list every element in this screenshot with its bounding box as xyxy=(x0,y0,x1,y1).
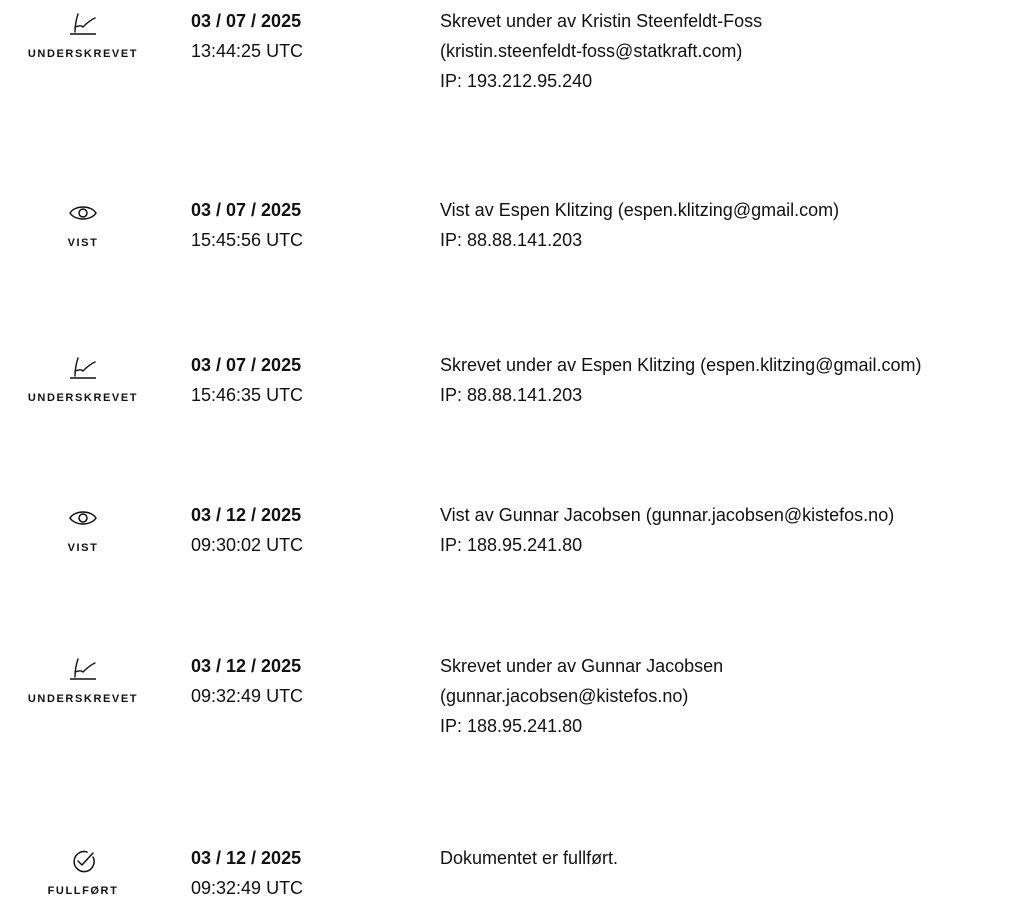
event-date: 03 / 12 / 2025 xyxy=(191,656,302,676)
detail-line: Vist av Gunnar Jacobsen (gunnar.jacobsen@kistefos.no) xyxy=(440,505,895,525)
check-circle-icon xyxy=(10,848,156,874)
event-details xyxy=(440,195,1026,255)
event-details xyxy=(440,6,1026,96)
event-timestamp xyxy=(191,651,391,711)
eye-icon xyxy=(10,200,156,226)
event-time: 09:30:02 UTC xyxy=(191,535,304,555)
signature-icon xyxy=(10,656,156,682)
event-status xyxy=(10,355,156,405)
event-date: 03 / 07 / 2025 xyxy=(191,200,302,220)
detail-line: Skrevet under av Gunnar Jacobsen xyxy=(440,656,724,676)
event-details xyxy=(440,843,1026,873)
event-status xyxy=(10,505,156,555)
status-label: UNDERSKREVET xyxy=(27,48,139,60)
event-timestamp xyxy=(191,500,391,560)
detail-line: Vist av Espen Klitzing (espen.klitzing@gmail.com) xyxy=(440,200,840,220)
event-status xyxy=(10,200,156,250)
detail-line: IP: 88.88.141.203 xyxy=(440,385,583,405)
detail-line: IP: 88.88.141.203 xyxy=(440,230,583,250)
event-timestamp xyxy=(191,6,391,66)
event-details xyxy=(440,651,1026,741)
event-time: 09:32:49 UTC xyxy=(191,686,304,706)
event-date: 03 / 07 / 2025 xyxy=(191,355,302,375)
event-details xyxy=(440,500,1026,560)
event-details xyxy=(440,350,1026,410)
detail-line: (gunnar.jacobsen@kistefos.no) xyxy=(440,686,689,706)
event-time: 09:32:49 UTC xyxy=(191,878,304,898)
signature-icon xyxy=(10,355,156,381)
event-status xyxy=(10,848,156,898)
event-timestamp xyxy=(191,843,391,903)
event-status xyxy=(10,656,156,706)
event-timestamp xyxy=(191,195,391,255)
status-label: UNDERSKREVET xyxy=(27,693,139,705)
detail-line: IP: 188.95.241.80 xyxy=(440,716,583,736)
event-time: 15:45:56 UTC xyxy=(191,230,304,250)
status-label: VIST xyxy=(67,542,99,554)
event-time: 15:46:35 UTC xyxy=(191,385,304,405)
detail-line: IP: 188.95.241.80 xyxy=(440,535,583,555)
detail-line: Skrevet under av Espen Klitzing (espen.klitzing@gmail.com) xyxy=(440,355,922,375)
detail-line: Dokumentet er fullført. xyxy=(440,848,619,868)
event-status xyxy=(10,11,156,61)
status-label: FULLFØRT xyxy=(47,885,119,897)
detail-line: IP: 193.212.95.240 xyxy=(440,71,593,91)
status-label: VIST xyxy=(67,237,99,249)
event-date: 03 / 07 / 2025 xyxy=(191,11,302,31)
event-timestamp xyxy=(191,350,391,410)
eye-icon xyxy=(10,505,156,531)
signature-icon xyxy=(10,11,156,37)
event-date: 03 / 12 / 2025 xyxy=(191,848,302,868)
detail-line: (kristin.steenfeldt-foss@statkraft.com) xyxy=(440,41,743,61)
detail-line: Skrevet under av Kristin Steenfeldt-Foss xyxy=(440,11,763,31)
event-time: 13:44:25 UTC xyxy=(191,41,304,61)
status-label: UNDERSKREVET xyxy=(27,392,139,404)
event-date: 03 / 12 / 2025 xyxy=(191,505,302,525)
